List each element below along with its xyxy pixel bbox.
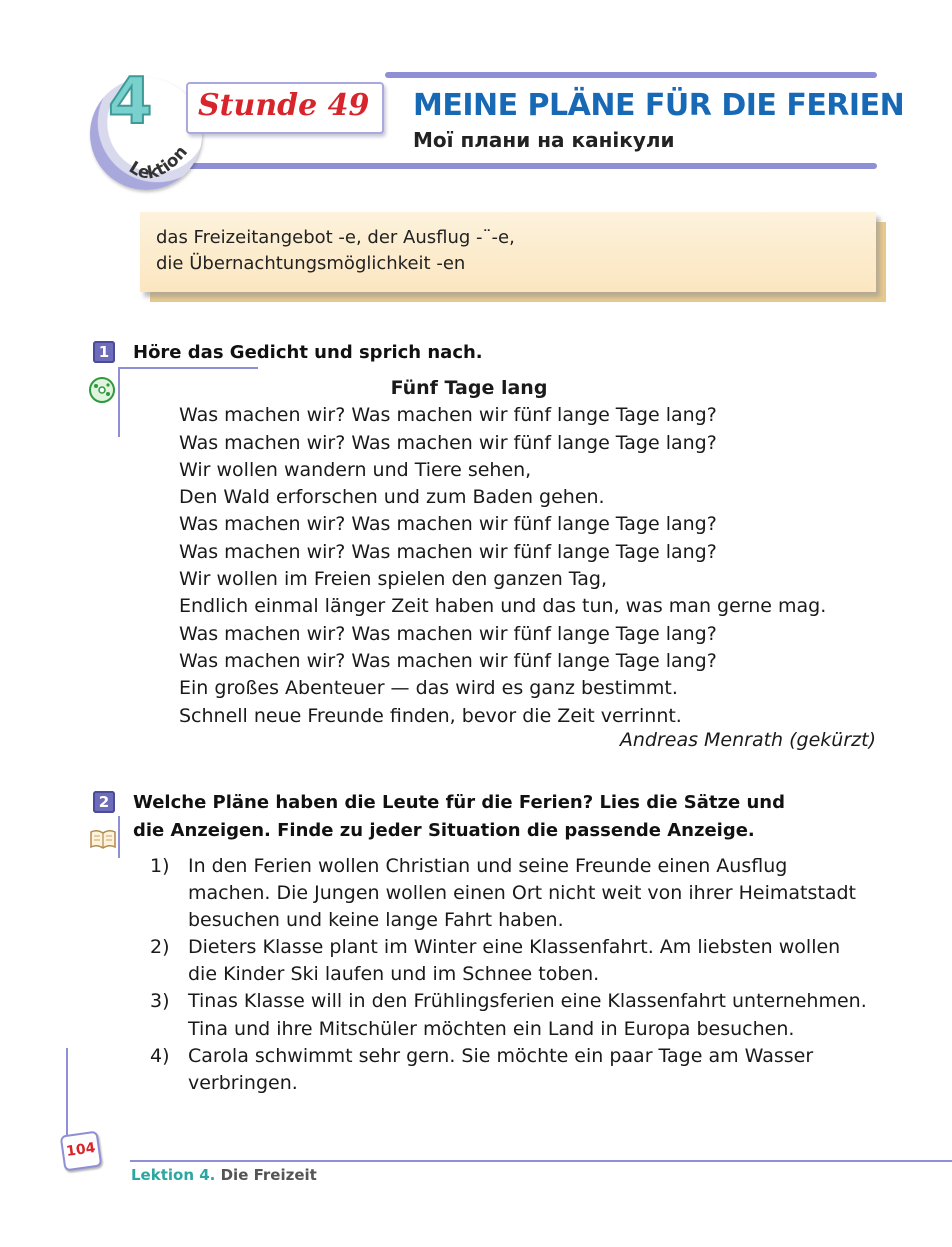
exercise-2-number: 2 bbox=[93, 791, 115, 813]
vocab-line-2: die Übernachtungsmöglichkeit -en bbox=[156, 253, 466, 274]
list-item-number: 2) bbox=[150, 936, 170, 959]
poem-line: Den Wald erforschen und zum Baden gehen. bbox=[179, 486, 605, 509]
lektion-number: 4 bbox=[108, 65, 153, 139]
poem-line: Was machen wir? Was machen wir fünf lange Tage lang? bbox=[179, 649, 717, 672]
poem-line: Ein großes Abenteuer — das wird es ganz bestimmt. bbox=[179, 677, 678, 700]
footer-side-rule bbox=[66, 1048, 68, 1136]
poem-author: Andreas Menrath (gekürzt) bbox=[619, 729, 876, 751]
header-bottom-rule bbox=[185, 163, 877, 169]
list-item-text: Tinas Klasse will in den Frühlingsferien eine Klassenfahrt unternehmen. Tina und ihre Mitschüler möchten ein Land in Europa besuchen. bbox=[188, 990, 867, 1040]
lektion-label: Lektion bbox=[125, 142, 192, 184]
exercise-1-heading: Höre das Gedicht und sprich nach. bbox=[133, 342, 483, 363]
cd-audio-icon[interactable] bbox=[88, 376, 116, 404]
list-item bbox=[150, 988, 870, 1042]
list-item-text: Dieters Klasse plant im Winter eine Klassenfahrt. Am liebsten wollen die Kinder Ski laufen und im Schnee toben. bbox=[188, 936, 841, 986]
footer-rule bbox=[130, 1160, 952, 1162]
list-item-text: Carola schwimmt sehr gern. Sie möchte ein paar Tage am Wasser verbringen. bbox=[188, 1044, 814, 1094]
list-item bbox=[150, 853, 870, 934]
header-top-rule bbox=[385, 72, 877, 78]
poem-line: Schnell neue Freunde finden, bevor die Zeit verrinnt. bbox=[179, 704, 682, 727]
poem-line: Was machen wir? Was machen wir fünf lange Tage lang? bbox=[179, 431, 717, 454]
exercise-1-number: 1 bbox=[93, 341, 115, 363]
exercise-2-heading-line-2: die Anzeigen. Finde zu jeder Situation die passende Anzeige. bbox=[133, 820, 755, 841]
poem-line: Was machen wir? Was machen wir fünf lange Tage lang? bbox=[179, 540, 717, 563]
exercise-2-list bbox=[150, 853, 870, 1097]
page-subtitle: Мої плани на канікули bbox=[413, 128, 675, 152]
vocabulary-box bbox=[140, 212, 876, 292]
svg-text:Lektion bbox=[125, 142, 192, 183]
list-item bbox=[150, 1043, 870, 1097]
page-number: 104 bbox=[60, 1131, 103, 1172]
book-icon bbox=[89, 828, 117, 850]
list-item-number: 3) bbox=[150, 990, 170, 1013]
poem bbox=[179, 375, 879, 730]
list-item-text: In den Ferien wollen Christian und seine Freunde einen Ausflug machen. Die Jungen wollen einen Ort nicht weit von ihrer Heimatstadt besuchen und keine lange Fahrt haben. bbox=[188, 855, 856, 932]
footer-chapter: Die Freizeit bbox=[220, 1166, 317, 1184]
poem-line: Wir wollen wandern und Tiere sehen, bbox=[179, 458, 532, 481]
page-title: MEINE PLÄNE FÜR DIE FERIEN bbox=[413, 88, 905, 123]
poem-line: Was machen wir? Was machen wir fünf lange Tage lang? bbox=[179, 622, 717, 645]
poem-line: Endlich einmal länger Zeit haben und das tun, was man gerne mag. bbox=[179, 595, 827, 618]
poem-title: Fünf Tage lang bbox=[390, 377, 548, 399]
stunde-label: Stunde 49 bbox=[198, 88, 370, 123]
exercise-2-heading-line-1: Welche Pläne haben die Leute für die Ferien? Lies die Sätze und bbox=[133, 792, 785, 813]
poem-line: Was machen wir? Was machen wir fünf lange Tage lang? bbox=[179, 404, 717, 427]
vocab-line-1: das Freizeitangebot -e, der Ausflug -¨-e, bbox=[156, 227, 515, 248]
list-item bbox=[150, 934, 870, 988]
poem-line: Wir wollen im Freien spielen den ganzen Tag, bbox=[179, 568, 608, 591]
exercise-2-side-rule bbox=[118, 816, 120, 858]
footer-text bbox=[131, 1166, 317, 1184]
exercise-1-rule bbox=[118, 367, 258, 369]
list-item-number: 4) bbox=[150, 1044, 170, 1067]
poem-line: Was machen wir? Was machen wir fünf lange Tage lang? bbox=[179, 513, 717, 536]
list-item-number: 1) bbox=[150, 855, 170, 877]
exercise-1-side-rule bbox=[118, 367, 120, 437]
footer-lektion: Lektion 4. bbox=[131, 1166, 216, 1184]
